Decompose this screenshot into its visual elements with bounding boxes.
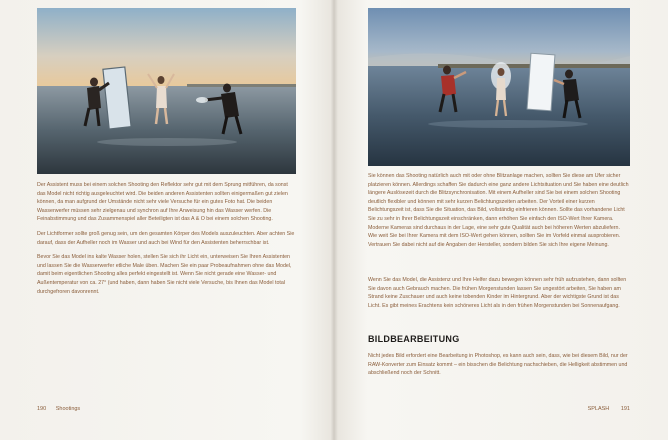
- right-paragraph-2: Wenn Sie das Model, die Assistenz und Ihre Helfer dazu bewegen können sehr früh aufzustehen, dann sollten Sie davon auch Gebrauch machen. Die frühen Morgenstunden lassen Sie ungestört arbeiten, Sie haben am Strand keine Zuschauer und auch keine tobenden Kinder im Hintergrund. Aber der wichtigste Grund ist das Licht. Es gibt meines Erachtens kein schöneres Licht als in den frühen Morgenstunden bei Sonnenaufgang.: [368, 277, 627, 309]
- right-body-text-2: [368, 276, 630, 316]
- beach-photo-right: [368, 8, 630, 166]
- page-number-left: 190: [37, 406, 47, 412]
- right-body-text-3: [368, 352, 630, 384]
- left-paragraph-1: Der Assistent muss bei einem solchen Shooting den Reflektor sehr gut mit dem Sprung mitführen, da sonst das Model nicht richtig ausgeleuchtet wird. Die beiden anderen Assistenten sollten einigermaßen gut zielen können, da man aufgrund der Umstände nicht sehr viele Versuche für ein gutes Foto hat. Die beiden Wasserwerfer müssen sehr zielgenau und synchron auf Ihre Anweisung hin das Wasser werfen. Die Feinabstimmung und das Zusammenspiel aller Beteiligten ist das A & O bei einem solchen Shooting.: [37, 182, 288, 223]
- left-page: [0, 0, 333, 440]
- page-number-right: 191: [620, 406, 630, 412]
- left-paragraph-2: Der Lichtformer sollte groß genug sein, um den gesamten Körper des Models auszuleuchten. Aber achten Sie darauf, dass der Aufheller noch im Wasser und auch bei Wind für den Assistenten beherrschbar ist.: [37, 230, 295, 246]
- right-paragraph-1: Sie können das Shooting natürlich auch mit oder ohne Blitzanlage machen, sollten Sie diese am Ufer sicher platzieren können. Allerdings schaffen Sie dadurch eine ganz andere Lichtsituation und Sie haben eine deutlich längere Auslösezeit durch die Blitzsynchronisation. Mit einem Aufheller sind Sie bei einem solchen Shooting deutlich flexibler und können mit sehr kurzen Belichtungszeiten arbeiten. Der Vorteil einer kurzen Belichtungszeit ist, dass Sie die Situation, das Bild, vollständig einfrieren können. Sollte das vorhandene Licht Sie zu sehr in Ihrer Belichtungszeit einschränken, dann erhöhen Sie einfach den ISO-Wert Ihrer Kamera. Moderne Kameras sind durchaus in der Lage, eine sehr gute Qualität auch bei höheren Werten abzuliefern. Wie weit Sie bei Ihrer Kamera mit dem ISO-Wert gehen können, sollten Sie im Vorfeld einmal ausprobieren. Vertrauen Sie dabei nicht auf die Angaben der Hersteller, sondern bilden Sie sich Ihre eigene Meinung.: [368, 173, 629, 248]
- left-folio: [37, 406, 80, 412]
- section-heading: BILDBEARBEITUNG: [368, 334, 460, 344]
- left-paragraph-3: Bevor Sie das Model ins kalte Wasser holen, stellen Sie sich ihr Licht ein, unterweisen Sie Ihren Assistenten und lassen Sie die Wasserwerfer etliche Male üben. Machen Sie ein paar Probeaufnahmen ohne das Model, damit beim eigentlichen Shooting alles perfekt eingestellt ist. Wenn Sie nicht gerade eine Wasser- und Außentemperatur von ca. 27° (und haben, dann haben Sie nicht viele Versuche, bis Ihnen das Model total durchgefroren davonrennt.: [37, 254, 292, 295]
- right-folio: [588, 406, 630, 412]
- heading-paragraph: Nicht jedes Bild erfordert eine Bearbeitung in Photoshop, es kann auch sein, dass, wie bei diesem Bild, nur der RAW-Konverter zum Einsatz kommt – ein bisschen die Belichtung nachschieben, die Helligkeit abstimmen und abschließend noch der Schnitt.: [368, 353, 628, 377]
- beach-photo-left: [37, 8, 296, 174]
- left-body-text: [37, 181, 296, 302]
- right-body-text-1: [368, 172, 630, 255]
- right-page: [335, 0, 668, 440]
- section-name-right: SPLASH: [587, 406, 610, 412]
- section-name-left: Shootings: [55, 406, 81, 412]
